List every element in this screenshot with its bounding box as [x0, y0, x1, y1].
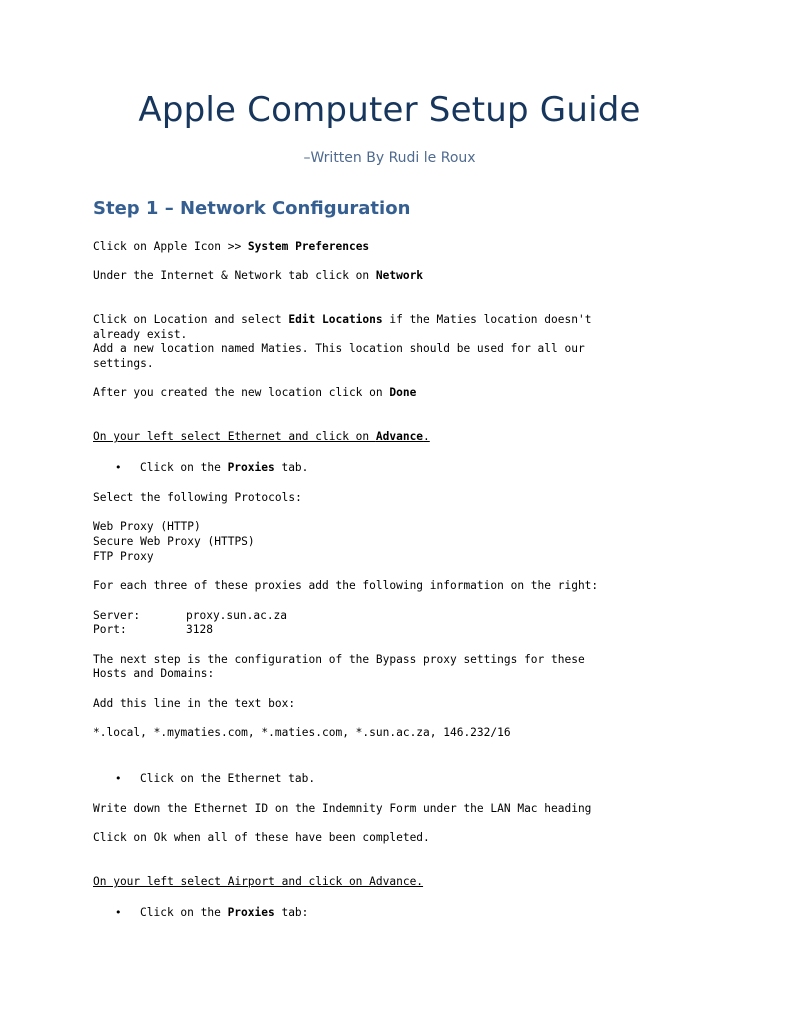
protocol-secure-web-proxy: Secure Web Proxy (HTTPS)	[93, 535, 255, 548]
bullet-ethernet-tab: Click on the Ethernet tab.	[140, 772, 316, 785]
text-run: tab.	[274, 461, 309, 474]
bullet-proxies-tab-2	[140, 905, 308, 920]
port-label: Port:	[93, 623, 127, 636]
text-run: On your left select Ethernet and click on	[93, 430, 376, 443]
port-value: 3128	[186, 623, 213, 636]
bold-text-network: Network	[375, 269, 424, 282]
paragraph-select-protocols: Select the following Protocols:	[93, 491, 302, 504]
bold-text-proxies: Proxies	[227, 906, 275, 919]
text-run: Click on Location and select	[93, 313, 289, 326]
paragraph-add-location: Add a new location named Maties. This location should be used for all our	[93, 342, 585, 355]
protocol-ftp-proxy: FTP Proxy	[93, 550, 154, 563]
paragraph-click-ok: Click on Ok when all of these have been completed.	[93, 831, 430, 844]
paragraph-location-cont: already exist.	[93, 328, 188, 341]
bold-text-edit-locations: Edit Locations	[288, 313, 383, 326]
paragraph-airport-advance: On your left select Airport and click on Advance.	[93, 875, 424, 888]
bypass-list: *.local, *.mymaties.com, *.maties.com, *.sun.ac.za, 146.232/16	[93, 726, 511, 739]
paragraph-add-line: Add this line in the text box:	[93, 697, 296, 710]
document-subtitle: –Written By Rudi le Roux	[303, 150, 476, 166]
paragraph-ethernet-advance	[93, 429, 430, 444]
paragraph-apple-icon	[93, 239, 369, 254]
bold-text-system-preferences: System Preferences	[247, 240, 370, 253]
text-run: After you created the new location click on	[93, 386, 390, 399]
text-run: .	[423, 430, 430, 443]
paragraph-proxy-info: For each three of these proxies add the following information on the right:	[93, 579, 599, 592]
paragraph-location	[93, 312, 591, 327]
text-run: if the Maties location doesn't	[382, 313, 592, 326]
paragraph-add-location-cont: settings.	[93, 357, 154, 370]
step1-heading: Step 1 – Network Configuration	[93, 198, 411, 219]
text-run: Click on the	[140, 461, 228, 474]
document-title: Apple Computer Setup Guide	[138, 90, 641, 130]
text-run: Click on Apple Icon >>	[93, 240, 248, 253]
port-row	[93, 622, 213, 637]
text-run: tab:	[274, 906, 309, 919]
paragraph-network-tab	[93, 268, 423, 283]
server-label: Server:	[93, 609, 141, 622]
bold-text-advance: Advance	[375, 430, 424, 443]
bold-text-proxies: Proxies	[227, 461, 275, 474]
text-run: Under the Internet & Network tab click on	[93, 269, 376, 282]
server-value: proxy.sun.ac.za	[186, 609, 288, 622]
paragraph-ethernet-id: Write down the Ethernet ID on the Indemnity Form under the LAN Mac heading	[93, 802, 592, 815]
bold-text-done: Done	[389, 386, 417, 399]
bullet-glyph: •	[115, 906, 122, 919]
protocol-web-proxy: Web Proxy (HTTP)	[93, 520, 201, 533]
bullet-proxies-tab	[140, 460, 308, 475]
paragraph-bypass-cont: Hosts and Domains:	[93, 667, 215, 680]
bullet-glyph: •	[115, 772, 122, 785]
paragraph-bypass: The next step is the configuration of the Bypass proxy settings for these	[93, 653, 585, 666]
paragraph-done	[93, 385, 416, 400]
bullet-glyph: •	[115, 461, 122, 474]
text-run: Click on the	[140, 906, 228, 919]
server-row	[93, 608, 287, 623]
